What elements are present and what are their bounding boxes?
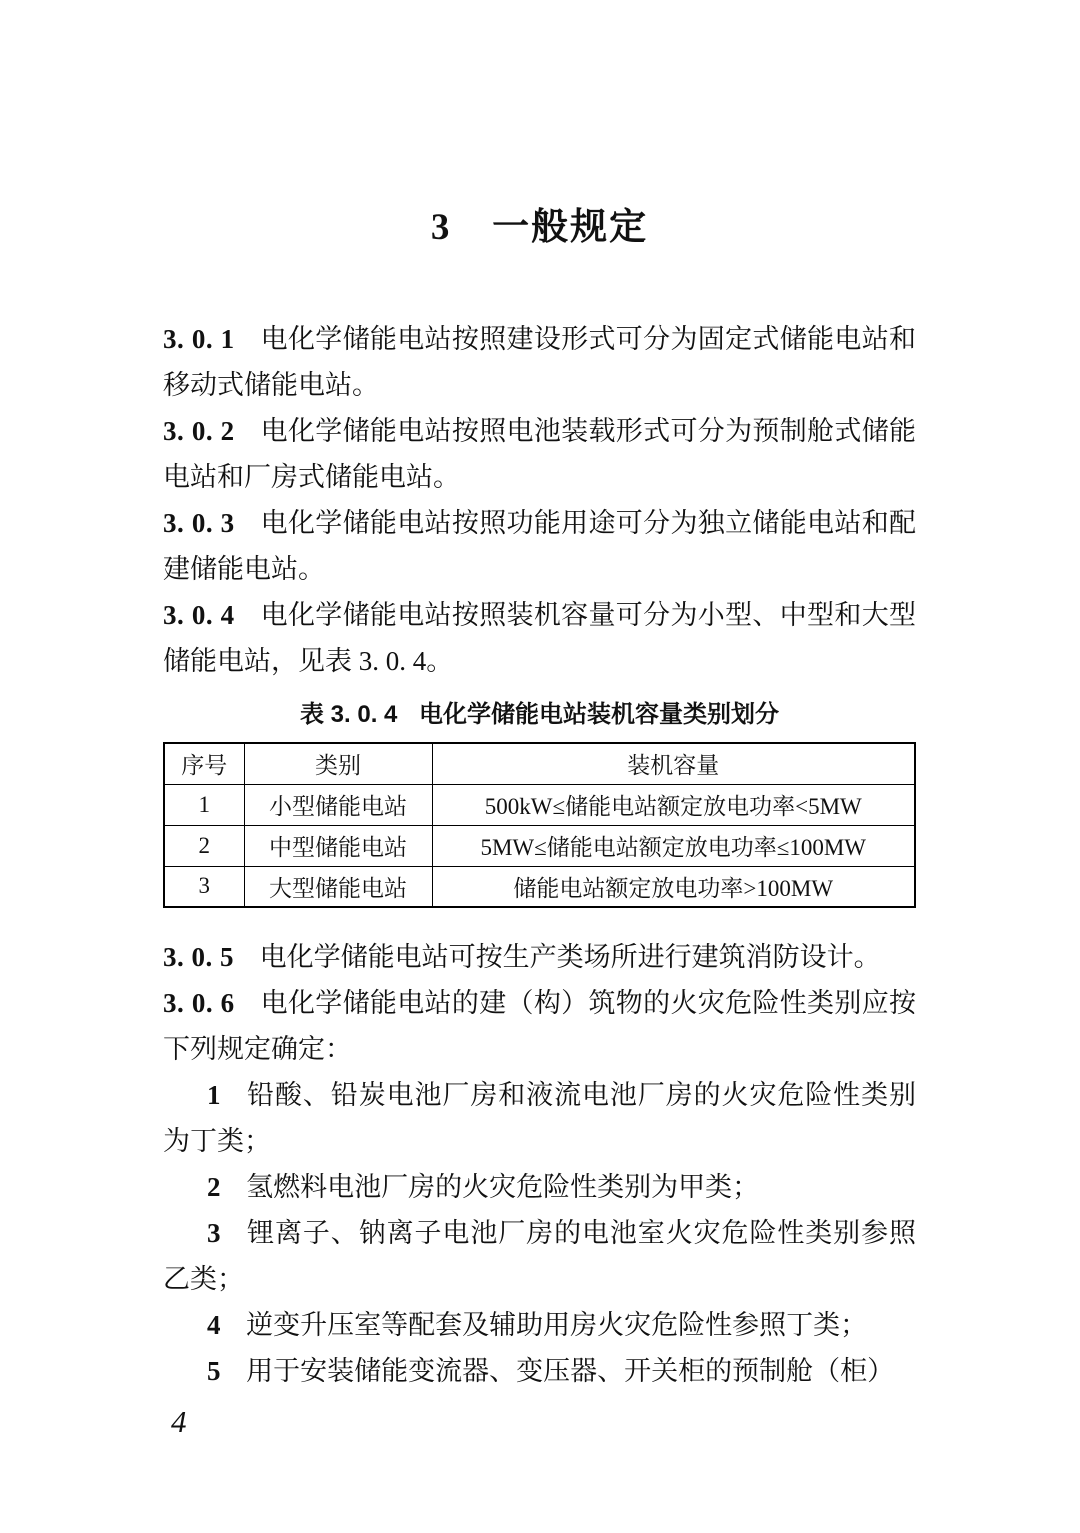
- clause-number: 3. 0. 1: [163, 324, 235, 354]
- table-header-capacity: 装机容量: [432, 743, 915, 784]
- sub-item-3: [163, 1210, 916, 1302]
- table-cell-capacity: 500kW≤储能电站额定放电功率<5MW: [432, 784, 915, 825]
- table-cell-index: 3: [164, 866, 244, 907]
- clause-text: 电化学储能电站的建（构）筑物的火灾危险性类别应按下列规定确定：: [163, 988, 917, 1064]
- sub-item-text: 铅酸、铅炭电池厂房和液流电池厂房的火灾危险性类别为丁类；: [163, 1080, 916, 1156]
- clause-3-0-6: [163, 980, 916, 1072]
- sub-item-number: 4: [207, 1310, 221, 1340]
- clause-3-0-3: [163, 500, 916, 592]
- table-row: [164, 825, 915, 866]
- chapter-number: 3: [430, 207, 452, 248]
- clause-number: 3. 0. 2: [163, 416, 235, 446]
- table-row: [164, 866, 915, 907]
- table-cell-index: 2: [164, 825, 244, 866]
- clause-text: 电化学储能电站按照建设形式可分为固定式储能电站和移动式储能电站。: [163, 324, 917, 400]
- clause-text: 电化学储能电站按照功能用途可分为独立储能电站和配建储能电站。: [163, 508, 917, 584]
- chapter-name: 一般规定: [492, 207, 649, 248]
- clause-number: 3. 0. 3: [163, 508, 235, 538]
- sub-item-1: [163, 1072, 916, 1164]
- clause-text: 电化学储能电站按照电池装载形式可分为预制舱式储能电站和厂房式储能电站。: [163, 416, 917, 492]
- table-caption: [163, 694, 916, 729]
- table-cell-category: 中型储能电站: [244, 825, 432, 866]
- table-cell-index: 1: [164, 784, 244, 825]
- clause-3-0-1: [163, 316, 916, 408]
- sub-item-text: 逆变升压室等配套及辅助用房火灾危险性参照丁类；: [246, 1310, 868, 1340]
- table-cell-capacity: 储能电站额定放电功率>100MW: [432, 866, 915, 907]
- clause-number: 3. 0. 6: [163, 988, 235, 1018]
- clause-3-0-4: [163, 592, 916, 684]
- table-cell-category: 小型储能电站: [244, 784, 432, 825]
- table-caption-text: 电化学储能电站装机容量类别划分: [418, 701, 779, 728]
- chapter-title: [163, 196, 916, 250]
- clause-number: 3. 0. 4: [163, 600, 235, 630]
- page-number: 4: [171, 1404, 187, 1439]
- sub-item-number: 3: [207, 1218, 221, 1248]
- sub-item-number: 5: [207, 1356, 221, 1386]
- clause-number: 3. 0. 5: [163, 942, 234, 972]
- table-cell-capacity: 5MW≤储能电站额定放电功率≤100MW: [432, 825, 915, 866]
- sub-item-4: [163, 1302, 916, 1348]
- sub-item-5: [163, 1348, 916, 1394]
- sub-item-text: 锂离子、钠离子电池厂房的电池室火灾危险性类别参照乙类；: [163, 1218, 916, 1294]
- clause-3-0-5: [163, 934, 916, 980]
- sub-item-text: 用于安装储能变流器、变压器、开关柜的预制舱（柜）: [246, 1356, 895, 1386]
- clause-3-0-2: [163, 408, 916, 500]
- table-caption-label: 表 3. 0. 4: [300, 701, 398, 728]
- sub-item-2: [163, 1164, 916, 1210]
- table-header-index: 序号: [164, 743, 244, 784]
- sub-item-number: 1: [207, 1080, 221, 1110]
- table-header-row: [164, 743, 915, 784]
- sub-item-text: 氢燃料电池厂房的火灾危险性类别为甲类；: [246, 1172, 760, 1202]
- table-row: [164, 784, 915, 825]
- clause-text: 电化学储能电站可按生产类场所进行建筑消防设计。: [259, 942, 881, 972]
- clause-text: 电化学储能电站按照装机容量可分为小型、中型和大型储能电站，见表 3. 0. 4。: [163, 600, 917, 676]
- table-header-category: 类别: [244, 743, 432, 784]
- capacity-classification-table: [163, 742, 916, 908]
- table-cell-category: 大型储能电站: [244, 866, 432, 907]
- sub-item-number: 2: [207, 1172, 221, 1202]
